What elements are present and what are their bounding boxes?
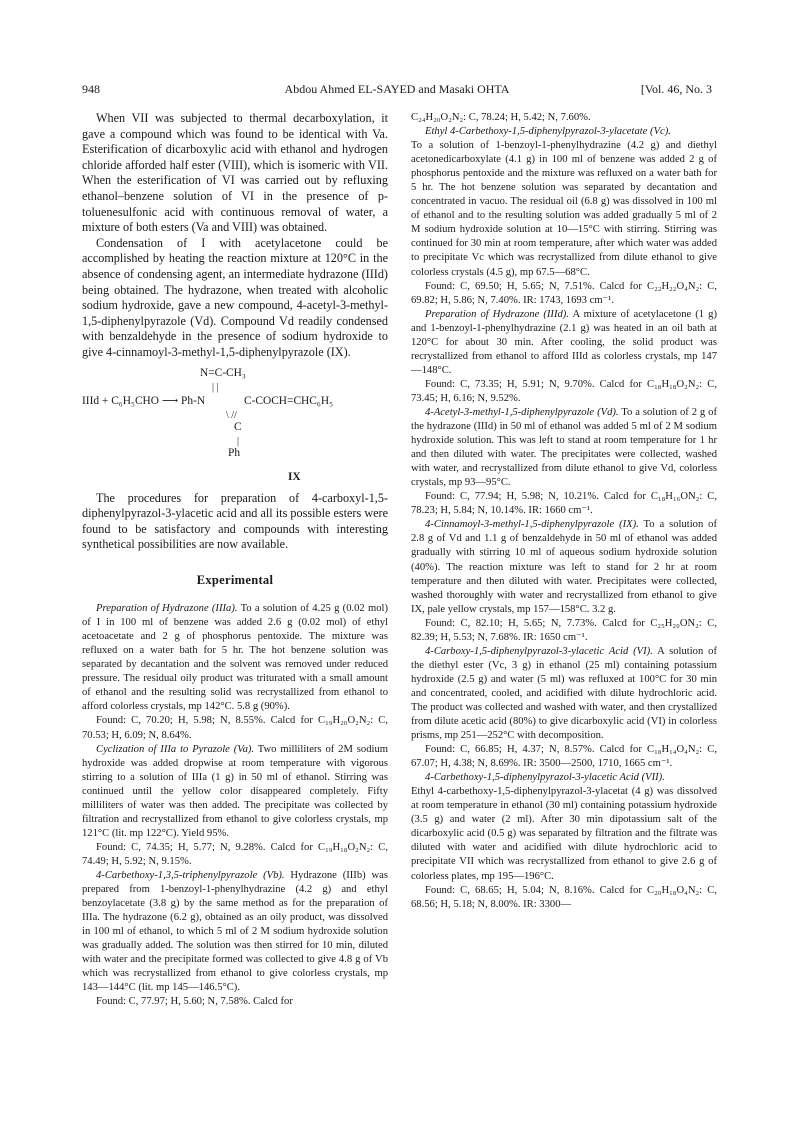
procedure-title: Preparation of Hydrazone (IIIa). bbox=[96, 603, 238, 615]
experimental-left bbox=[82, 602, 388, 1009]
analysis-line: Found: C, 69.50; H, 5.65; N, 7.51%. Calcd for C₂₂H₂₂O₄N₂: C, 69.82; H, 5.86; N, 7.40%. IR: 1743, 1693 cm⁻¹. bbox=[411, 280, 717, 306]
procedure-body: To a solution of 1-benzoyl-1-phenylhydrazine (4.2 g) and diethyl acetonedicarboxylate (4.1 g) in 100 ml of benzene was added 2 g of phosphorus pentoxide and the mixture was refluxed on a water bath for 5 hr. The hot benzene solution was separated by decantation and concentrated in vacuo. The residual oil (6.8 g) was dissolved in 100 ml of ethanol and to the resulting solution was added gradually 5 ml of 2 M sodium hydroxide solution at 10—15°C with stirring. Stirring was continued for 30 min at room temperature, after which water was added to precipitate Vc which was recrystallized from dilute ethanol to give colorless crystals (4.5 g), mp 67.5—68°C. bbox=[411, 140, 717, 278]
scheme-phenyl: Ph bbox=[228, 446, 241, 459]
analysis-line: Found: C, 66.85; H, 4.37; N, 8.57%. Calcd for C₁₈H₁₄O₄N₂: C, 67.07; H, 4.38; N, 8.69%. IR: 3500—2500, 1710, 1665 cm⁻¹. bbox=[411, 744, 717, 770]
procedure-title: 4-Cinnamoyl-3-methyl-1,5-diphenylpyrazole (IX). bbox=[425, 519, 639, 531]
running-header bbox=[82, 82, 712, 98]
procedure-body: Two milliliters of 2M sodium hydroxide was added dropwise at room temperature with vigorous stirring to a solution of IIIa (1 g) in 50 ml of ethanol. Stirring was continued until the yellow color disappeared completely. Fifty milliliters of water was then added. The precipitate was collected by filtration and recrystallized from ethanol to give colorless crystals, mp 121°C (lit. mp 122°C). Yield 95%. bbox=[82, 743, 388, 839]
running-header-authors: Abdou Ahmed EL-SAYED and Masaki OHTA bbox=[284, 82, 510, 96]
scheme-reactants: IIId + C₆H₅CHO ⟶ Ph-N bbox=[82, 394, 206, 407]
procedure-title: 4-Carbethoxy-1,5-diphenylpyrazol-3-ylacetic Acid (VII). bbox=[425, 772, 665, 784]
scheme-bond: | bbox=[237, 435, 240, 447]
analysis-line: C₂₄H₂₀O₂N₂: C, 78.24; H, 5.42; N, 7.60%. bbox=[411, 112, 591, 123]
procedure-title: 4-Carbethoxy-1,3,5-triphenylpyrazole (Vb). bbox=[96, 869, 285, 881]
volume-info: [Vol. 46, No. 3 bbox=[640, 82, 712, 96]
left-column bbox=[82, 111, 388, 1009]
procedure-title: 4-Carboxy-1,5-diphenylpyrazol-3-ylacetic Acid (VI). bbox=[425, 645, 653, 657]
body-paragraph: The procedures for preparation of 4-carboxyl-1,5-diphenylpyrazol-3-ylacetic acid and all its possible esters were found to be satisfactory and compounds with interesting synthetical possibilities are now available. bbox=[82, 490, 388, 552]
procedure-body: To a solution of 4.25 g (0.02 mol) of I in 100 ml of benzene was added 2.6 g (0.02 mol) of ethyl acetoacetate and 2 g of phosphorus pentoxide. The mixture was refluxed on a water bath for 5 hr. The hot benzene solution was separated by decantation and the solvent was removed under reduced pressure. The residual oily product was triturated with a small amount of ethanol and the resulting solid was recrystallized from ethanol to afford colorless crystals, mp 142°C. 5.8 g (90%). bbox=[82, 603, 388, 713]
procedure-title: Preparation of Hydrazone (IIId). bbox=[425, 308, 569, 320]
analysis-line: Found: C, 70.20; H, 5.98; N, 8.55%. Calcd for C₁₉H₂₀O₂N₂: C, 70.53; H, 6.09; N, 8.64%. bbox=[82, 715, 388, 741]
scheme-bonds: | | bbox=[212, 381, 219, 393]
procedure-body: A mixture of acetylacetone (1 g) and 1-benzoyl-1-phenylhydrazine (2.1 g) was heated in an oil bath at 120°C for about 30 min. After cooling, the solid product was recrystallized from ethanol to afford IIId as colorless crystals, mp 147—148°C. bbox=[411, 308, 718, 376]
right-column bbox=[411, 111, 717, 912]
body-paragraph: Condensation of I with acetylacetone could be accomplished by heating the reaction mixture at 120°C in the absence of condensing agent, an intermediate hydrazone (IIId) being obtained. The hydrazone, when treated with alcoholic sodium hydroxide, gave a new compound, 4-acetyl-3-methyl-1,5-diphenylpyrazole (Vd). Compound Vd readily condensed with benzaldehyde in the presence of sodium hydroxide to give 4-cinnamoyl-3-methyl-1,5-diphenylpyrazole (IX). bbox=[82, 235, 388, 359]
compound-label: IX bbox=[288, 470, 301, 483]
analysis-line: Found: C, 77.97; H, 5.60; N, 7.58%. Calcd for bbox=[96, 996, 293, 1008]
procedure-body: A solution of the diethyl ester (Vc, 3 g) in ethanol (25 ml) containing potassium hydroxide (2.5 g) and water (5 ml) was refluxed at 100°C for 30 min and concentrated, cooled, and acidified with dilute hydrochloric acid. The product was collected and washed with water, and then crystallized from dilute acetic acid (80%) to give dicarboxylic acid (VI) in colorless prisms, mp 251—252°C with decomposition. bbox=[411, 645, 717, 742]
section-heading: Experimental bbox=[196, 572, 274, 587]
procedure-title: Ethyl 4-Carbethoxy-1,5-diphenylpyrazol-3-ylacetate (Vc). bbox=[425, 126, 671, 138]
scheme-ring-carbon: C bbox=[234, 420, 242, 433]
procedure-body: To a solution of 2.8 g of Vd and 1.1 g of benzaldehyde in 50 ml of ethanol was added gradually with stirring 10 ml of aqueous sodium hydroxide solution (40%). The reaction mixture was left to stand for 2 hr at room temperature and then diluted with water. Precipitates were collected, washed thoroughly with water and recrystallized from ethanol to give IX, pale yellow crystals, mp 157—158°C. 3.2 g. bbox=[411, 519, 717, 615]
procedure-title: Cyclization of IIIa to Pyrazole (Va). bbox=[96, 743, 255, 755]
scheme-top-line: N=C-CH₃ bbox=[200, 366, 246, 379]
procedure-body: Ethyl 4-carbethoxy-1,5-diphenylpyrazol-3-ylacetat (4 g) was dissolved at room temperature in ethanol (30 ml) containing potassium hydroxide (3.5 g) and water (2 ml). After 30 min dipotassium salt of the dicarboxylic acid (0.5 g) was separated by filtration and the filtrate was diluted with water and acidified with dilute hydrochloric acid to precipitate VII which was recrystallized from ethanol to give 2.6 g of colorless plates, mp 195—196°C. bbox=[411, 786, 717, 882]
procedure-title: 4-Acetyl-3-methyl-1,5-diphenylpyrazole (Vd). bbox=[425, 406, 619, 418]
body-paragraph: When VII was subjected to thermal decarboxylation, it gave a compound which was found to be identical with Va. Esterification of dicarboxylic acid with ethanol and hydrogen chloride afforded half ester (VIII), which is isomeric with VII. When the esterification of VI was carried out by refluxing ethanol–benzene solution of VI in the presence of p-toluenesulfonic acid with continuous removal of water, a mixture of both esters (Va and VIII) was obtained. bbox=[82, 111, 388, 235]
scheme-ring-bonds: \ // bbox=[226, 409, 237, 421]
procedure-body: Hydrazone (IIIb) was prepared from 1-benzoyl-1-phenylhydrazine (4.2 g) and ethyl benzoylacetate (3.8 g) by the same method as for the preparation of IIIa. The hydrazone (6.2 g), obtained as an oily product, was dissolved in 100 ml of ethanol, to which 5 ml of 2 M sodium hydroxide solution was gradually added. The solution was then stirred for 10 min, diluted with water and the precipitate formed was collected to give 4.8 g of Vb which was recrystallized from ethanol to give colorless crystals, mp 143—144°C (lit. mp 145—146.5°C). bbox=[82, 869, 388, 994]
reaction-scheme bbox=[82, 364, 388, 489]
analysis-line: Found: C, 77.94; H, 5.98; N, 10.21%. Calcd for C₁₈H₁₆ON₂: C, 78.23; H, 5.84; N, 10.14%. IR: 1660 cm⁻¹. bbox=[411, 491, 717, 517]
analysis-line: Found: C, 68.65; H, 5.04; N, 8.16%. Calcd for C₂₀H₁₈O₄N₂: C, 68.56; H, 5.18; N, 8.00%. IR: 3300— bbox=[411, 884, 717, 910]
procedure-body: To a solution of 2 g of the hydrazone (IIId) in 50 ml of ethanol was added 5 ml of 2 M sodium hydroxide solution. This was left to stand at room temperature for 1 hr and then diluted with water. The precipitates were collected, washed with water, and recrystallized from dilute ethanol to give Vd, colorless crystals, mp 93—95°C. bbox=[411, 406, 717, 489]
scheme-product-substituent: C-COCH=CHC₆H₅ bbox=[244, 394, 334, 407]
analysis-line: Found: C, 82.10; H, 5.65; N, 7.73%. Calcd for C₂₅H₂₀ON₂: C, 82.39; H, 5.53; N, 7.68%. IR: 1650 cm⁻¹. bbox=[411, 617, 717, 643]
page-number: 948 bbox=[82, 82, 100, 96]
analysis-line: Found: C, 73.35; H, 5.91; N, 9.70%. Calcd for C₁₈H₁₈O₂N₂: C, 73.45; H, 6.16; N, 9.52%. bbox=[411, 378, 717, 404]
analysis-line: Found: C, 74.35; H, 5.77; N, 9.28%. Calcd for C₁₉H₁₈O₂N₂: C, 74.49; H, 5.92; N, 9.15%. bbox=[82, 841, 388, 867]
